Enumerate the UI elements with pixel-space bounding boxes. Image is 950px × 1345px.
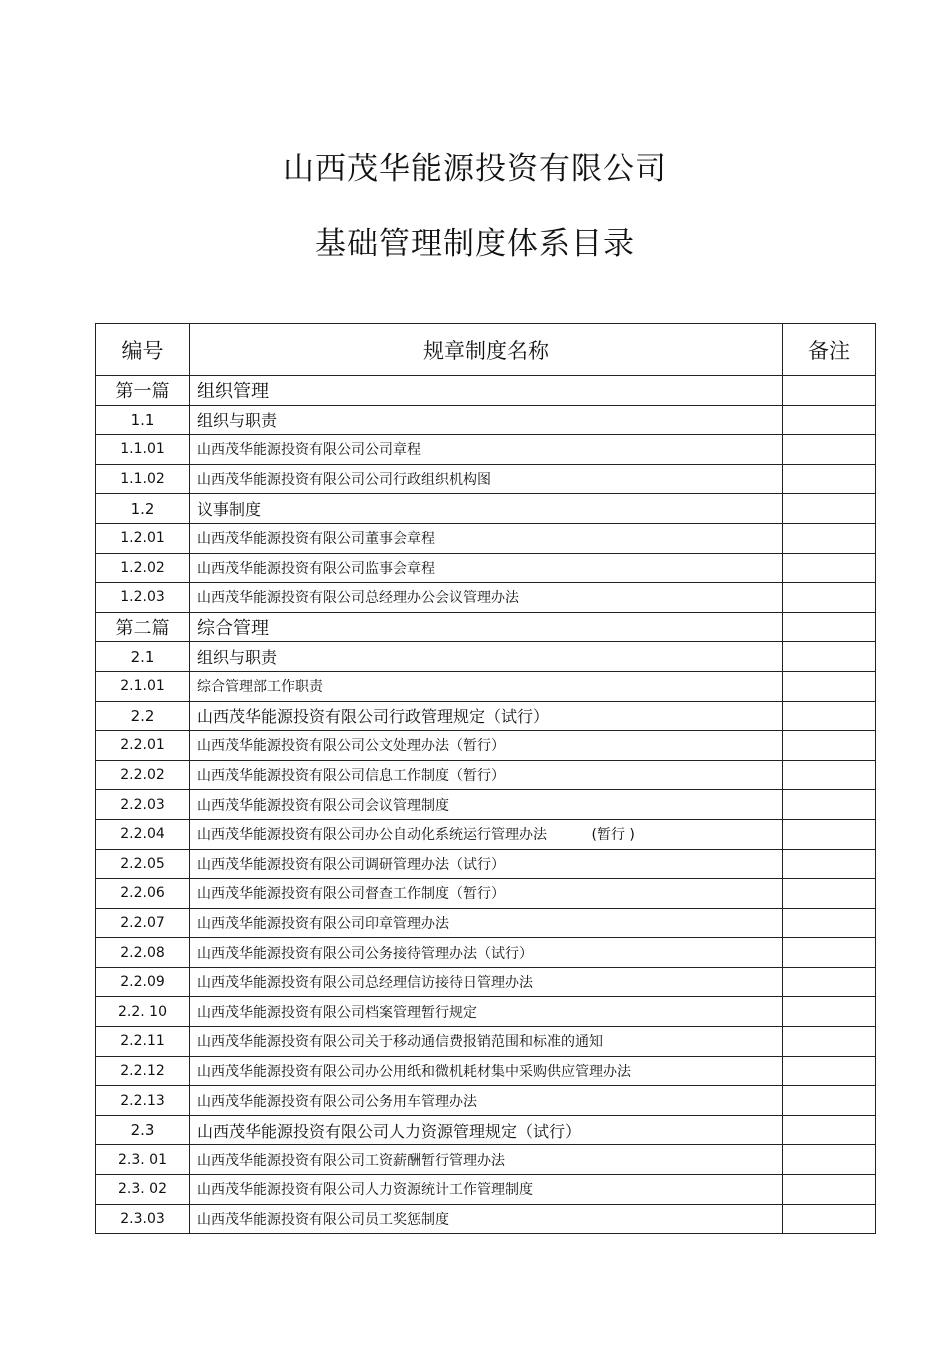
header-name: 规章制度名称	[190, 324, 783, 376]
table-header-row	[96, 324, 876, 376]
header-note: 备注	[783, 324, 876, 376]
table-row	[96, 967, 876, 997]
row-title: 山西茂华能源投资有限公司信息工作制度（暂行）	[190, 760, 783, 790]
row-number: 2.2. 10	[96, 997, 190, 1027]
row-note	[783, 790, 876, 820]
row-note	[783, 523, 876, 553]
table-row	[96, 1086, 876, 1116]
row-number: 2.2.08	[96, 938, 190, 968]
row-title: 组织与职责	[190, 405, 783, 435]
row-note	[783, 1175, 876, 1205]
row-title: 山西茂华能源投资有限公司公司行政组织机构图	[190, 464, 783, 494]
row-number: 2.2.02	[96, 760, 190, 790]
table-row	[96, 553, 876, 583]
row-title: 山西茂华能源投资有限公司公务用车管理办法	[190, 1086, 783, 1116]
row-number: 1.2.03	[96, 583, 190, 613]
row-title: 山西茂华能源投资有限公司员工奖惩制度	[190, 1204, 783, 1234]
table-row	[96, 405, 876, 435]
table-row	[96, 435, 876, 465]
row-number: 1.1.02	[96, 464, 190, 494]
table-row	[96, 997, 876, 1027]
row-note	[783, 671, 876, 701]
catalog-body	[96, 376, 876, 1234]
table-row	[96, 612, 876, 642]
row-title: 组织与职责	[190, 642, 783, 672]
table-row	[96, 938, 876, 968]
row-note	[783, 405, 876, 435]
row-number: 1.2.01	[96, 523, 190, 553]
row-title: 山西茂华能源投资有限公司会议管理制度	[190, 790, 783, 820]
document-subtitle: 基础管理制度体系目录	[315, 226, 635, 262]
row-note	[783, 819, 876, 849]
row-note	[783, 376, 876, 406]
table-row	[96, 583, 876, 613]
row-title: 山西茂华能源投资有限公司董事会章程	[190, 523, 783, 553]
row-number: 2.2	[96, 701, 190, 731]
row-note	[783, 464, 876, 494]
row-title: 山西茂华能源投资有限公司人力资源统计工作管理制度	[190, 1175, 783, 1205]
table-row	[96, 819, 876, 849]
row-number: 2.2.12	[96, 1056, 190, 1086]
row-number: 2.1	[96, 642, 190, 672]
table-row	[96, 494, 876, 524]
row-title: 议事制度	[190, 494, 783, 524]
row-title: 山西茂华能源投资有限公司督查工作制度（暂行）	[190, 879, 783, 909]
row-title: 组织管理	[190, 376, 783, 406]
row-title: 山西茂华能源投资有限公司办公自动化系统运行管理办法 (暂行 )	[190, 819, 783, 849]
row-title: 山西茂华能源投资有限公司公司章程	[190, 435, 783, 465]
row-number: 1.1.01	[96, 435, 190, 465]
row-note	[783, 760, 876, 790]
header-number: 编号	[96, 324, 190, 376]
row-title: 山西茂华能源投资有限公司总经理信访接待日管理办法	[190, 967, 783, 997]
row-number: 2.3. 01	[96, 1145, 190, 1175]
table-row	[96, 790, 876, 820]
table-row	[96, 1027, 876, 1057]
row-note	[783, 908, 876, 938]
table-row	[96, 849, 876, 879]
table-row	[96, 464, 876, 494]
row-number: 2.2.13	[96, 1086, 190, 1116]
row-number: 2.2.05	[96, 849, 190, 879]
row-title: 山西茂华能源投资有限公司调研管理办法（试行）	[190, 849, 783, 879]
row-title: 山西茂华能源投资有限公司工资薪酬暂行管理办法	[190, 1145, 783, 1175]
row-note	[783, 731, 876, 761]
table-row	[96, 701, 876, 731]
row-note	[783, 1115, 876, 1145]
row-title: 山西茂华能源投资有限公司档案管理暂行规定	[190, 997, 783, 1027]
table-row	[96, 1056, 876, 1086]
row-number: 2.1.01	[96, 671, 190, 701]
row-note	[783, 1086, 876, 1116]
row-note	[783, 1204, 876, 1234]
row-note	[783, 435, 876, 465]
row-note	[783, 1145, 876, 1175]
row-title: 山西茂华能源投资有限公司人力资源管理规定（试行）	[190, 1115, 783, 1145]
document-title: 山西茂华能源投资有限公司	[283, 151, 667, 187]
row-title: 综合管理	[190, 612, 783, 642]
table-row	[96, 642, 876, 672]
row-note	[783, 494, 876, 524]
row-title: 山西茂华能源投资有限公司关于移动通信费报销范围和标准的通知	[190, 1027, 783, 1057]
row-note	[783, 879, 876, 909]
row-note	[783, 938, 876, 968]
row-number: 2.2.03	[96, 790, 190, 820]
row-title: 山西茂华能源投资有限公司公文处理办法（暂行）	[190, 731, 783, 761]
table-row	[96, 1145, 876, 1175]
row-number: 2.2.01	[96, 731, 190, 761]
row-number: 1.1	[96, 405, 190, 435]
row-note	[783, 701, 876, 731]
table-row	[96, 1175, 876, 1205]
table-row	[96, 376, 876, 406]
table-row	[96, 731, 876, 761]
row-note	[783, 1056, 876, 1086]
table-row	[96, 671, 876, 701]
row-number: 1.2	[96, 494, 190, 524]
row-number: 2.2.09	[96, 967, 190, 997]
row-title: 山西茂华能源投资有限公司办公用纸和微机耗材集中采购供应管理办法	[190, 1056, 783, 1086]
row-number: 2.2.06	[96, 879, 190, 909]
row-number: 2.2.04	[96, 819, 190, 849]
row-number: 2.2.11	[96, 1027, 190, 1057]
row-title: 山西茂华能源投资有限公司公务接待管理办法（试行）	[190, 938, 783, 968]
table-row	[96, 879, 876, 909]
row-note	[783, 997, 876, 1027]
row-note	[783, 553, 876, 583]
row-title: 综合管理部工作职责	[190, 671, 783, 701]
row-note	[783, 1027, 876, 1057]
table-row	[96, 1115, 876, 1145]
row-title: 山西茂华能源投资有限公司总经理办公会议管理办法	[190, 583, 783, 613]
row-number: 1.2.02	[96, 553, 190, 583]
row-note	[783, 583, 876, 613]
row-note	[783, 967, 876, 997]
row-note	[783, 642, 876, 672]
table-row	[96, 760, 876, 790]
row-number: 2.2.07	[96, 908, 190, 938]
row-note	[783, 612, 876, 642]
catalog-table	[95, 323, 876, 1234]
row-title: 山西茂华能源投资有限公司印章管理办法	[190, 908, 783, 938]
table-row	[96, 908, 876, 938]
row-note	[783, 849, 876, 879]
row-number: 2.3. 02	[96, 1175, 190, 1205]
row-number: 2.3.03	[96, 1204, 190, 1234]
row-number: 第二篇	[96, 612, 190, 642]
table-row	[96, 1204, 876, 1234]
row-title: 山西茂华能源投资有限公司监事会章程	[190, 553, 783, 583]
row-title: 山西茂华能源投资有限公司行政管理规定（试行）	[190, 701, 783, 731]
row-number: 第一篇	[96, 376, 190, 406]
table-row	[96, 523, 876, 553]
row-number: 2.3	[96, 1115, 190, 1145]
